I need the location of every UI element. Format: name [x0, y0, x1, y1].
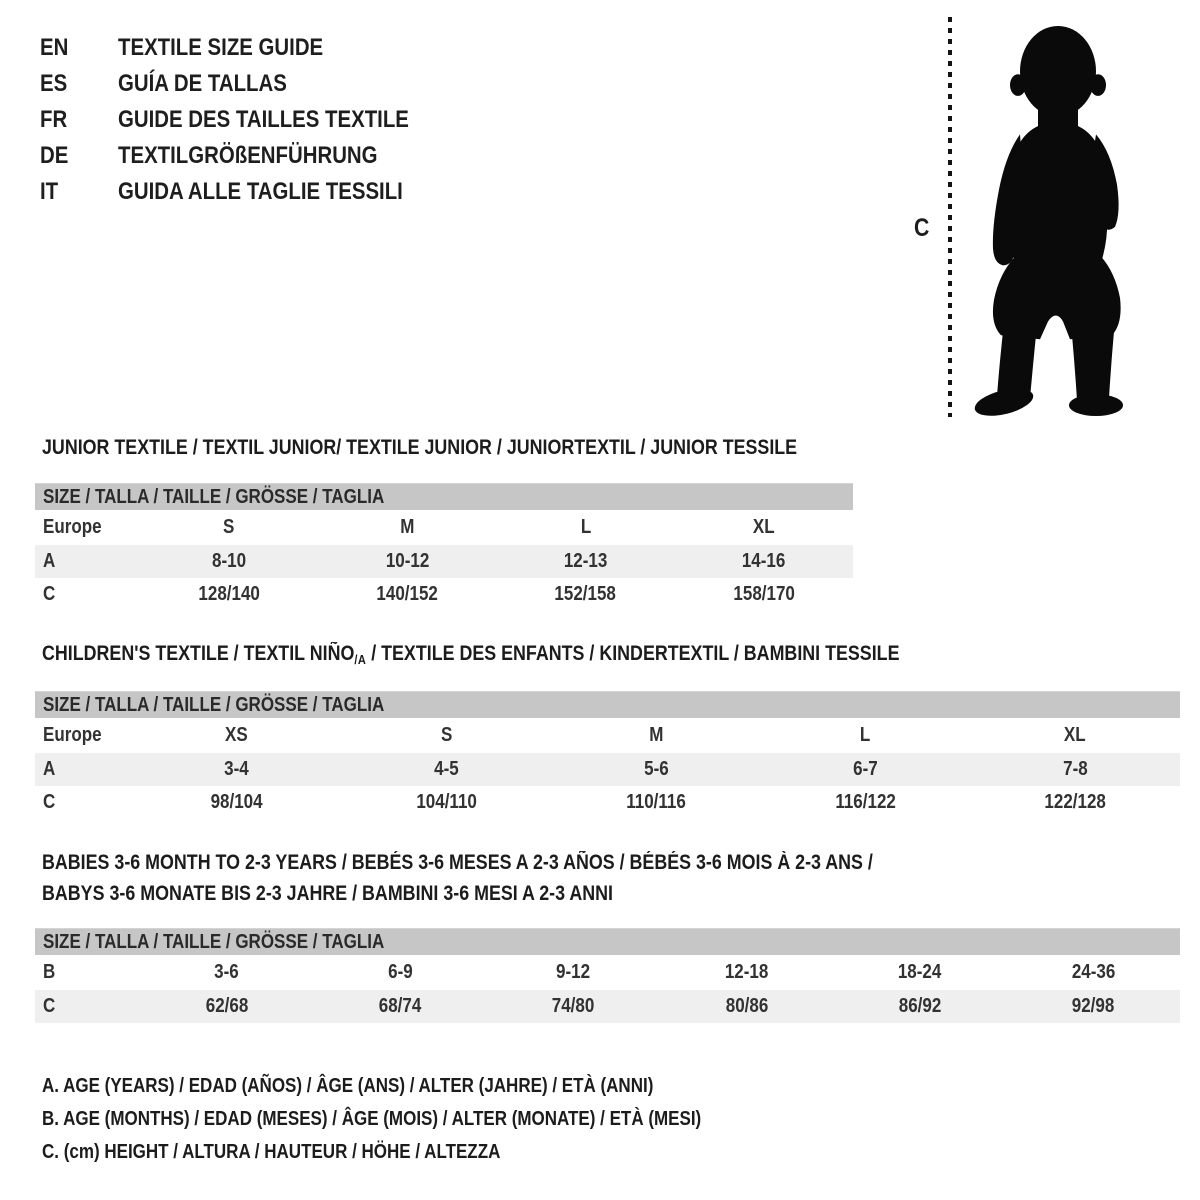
measure-label-c: C — [914, 214, 930, 242]
table-cell: S — [440, 724, 453, 746]
nino-a-subscript: /A — [354, 652, 367, 667]
junior-section-title: JUNIOR TEXTILE / TEXTIL JUNIOR/ TEXTILE JUNIOR / JUNIORTEXTIL / JUNIOR TESSILE — [42, 436, 798, 459]
table-row-height — [35, 990, 1180, 1023]
junior-size-table — [35, 483, 853, 611]
height-measure-line — [948, 17, 952, 417]
table-row-height — [35, 578, 853, 611]
table-cell: 62/68 — [205, 995, 248, 1017]
table-row-age — [35, 753, 1180, 786]
row-label: Europe — [43, 516, 102, 538]
toddler-silhouette-icon — [970, 24, 1140, 418]
language-code: DE — [40, 142, 69, 169]
language-title: GUÍA DE TALLAS — [118, 70, 287, 97]
babies-size-table — [35, 928, 1180, 1023]
table-cell: 98/104 — [210, 791, 263, 813]
table-cell: 140/152 — [376, 583, 439, 605]
table-row-height — [35, 786, 1180, 819]
children-size-table — [35, 691, 1180, 819]
table-cell: L — [580, 516, 591, 538]
table-row-age — [35, 545, 853, 578]
table-cell: 6-7 — [853, 758, 878, 780]
table-cell: 24-36 — [1071, 961, 1116, 983]
table-cell: 74/80 — [552, 995, 595, 1017]
table-cell: 104/110 — [416, 791, 477, 813]
table-cell: 3-6 — [214, 961, 239, 983]
table-cell: L — [860, 724, 871, 746]
size-table-header: SIZE / TALLA / TAILLE / GRÖSSE / TAGLIA — [35, 928, 1180, 955]
row-label: C — [43, 791, 56, 813]
language-title: TEXTILGRÖßENFÜHRUNG — [118, 142, 378, 169]
language-title: GUIDA ALLE TAGLIE TESSILI — [118, 178, 403, 205]
language-code: IT — [40, 178, 59, 205]
table-cell: 14-16 — [742, 550, 786, 572]
language-row-es — [40, 66, 460, 102]
language-row-fr — [40, 102, 460, 138]
legend-line-a: A. AGE (YEARS) / EDAD (AÑOS) / ÂGE (ANS) / ALTER (JAHRE) / ETÀ (ANNI) — [42, 1075, 654, 1097]
language-row-en — [40, 30, 460, 66]
language-row-de — [40, 138, 460, 174]
table-row-europe — [35, 510, 853, 545]
children-section-title: CHILDREN'S TEXTILE / TEXTIL NIÑO/A / TEXTILE DES ENFANTS / KINDERTEXTIL / BAMBINI TESSILE — [42, 642, 900, 667]
row-label: Europe — [43, 724, 102, 746]
table-cell: M — [400, 516, 415, 538]
table-cell: 4-5 — [434, 758, 459, 780]
table-cell: 110/116 — [626, 791, 686, 813]
table-cell: 7-8 — [1062, 758, 1088, 780]
table-cell: 12-18 — [724, 961, 769, 983]
table-row-age-months — [35, 955, 1180, 990]
table-cell: 116/122 — [835, 791, 896, 813]
table-cell: 5-6 — [643, 758, 669, 780]
table-cell: 122/128 — [1044, 791, 1106, 813]
row-label: A — [43, 758, 56, 780]
table-cell: 128/140 — [198, 583, 260, 605]
language-row-it — [40, 174, 460, 210]
size-table-header: SIZE / TALLA / TAILLE / GRÖSSE / TAGLIA — [35, 483, 853, 510]
table-cell: 158/170 — [733, 583, 795, 605]
table-cell: XS — [225, 724, 249, 746]
row-label: A — [43, 550, 56, 572]
legend-line-b: B. AGE (MONTHS) / EDAD (MESES) / ÂGE (MOIS) / ALTER (MONATE) / ETÀ (MESI) — [42, 1108, 702, 1130]
table-row-europe — [35, 718, 1180, 753]
table-cell: 86/92 — [898, 995, 942, 1017]
table-cell: 6-9 — [387, 961, 413, 983]
legend — [42, 1070, 818, 1169]
language-code: FR — [40, 106, 68, 133]
table-cell: S — [223, 516, 235, 538]
language-code: ES — [40, 70, 68, 97]
table-cell: 10-12 — [385, 550, 430, 572]
row-label: C — [43, 583, 56, 605]
legend-line-c: C. (cm) HEIGHT / ALTURA / HAUTEUR / HÖHE / ALTEZZA — [42, 1141, 501, 1163]
babies-section-title — [42, 847, 1020, 909]
language-title: GUIDE DES TAILLES TEXTILE — [118, 106, 409, 133]
row-label: C — [43, 995, 56, 1017]
language-code: EN — [40, 34, 69, 61]
table-cell: 9-12 — [556, 961, 591, 983]
table-cell: XL — [753, 516, 775, 538]
table-cell: 8-10 — [212, 550, 247, 572]
row-label: B — [43, 961, 56, 983]
table-cell: 92/98 — [1072, 995, 1115, 1017]
table-cell: 12-13 — [563, 550, 608, 572]
table-cell: XL — [1064, 724, 1087, 746]
language-title: TEXTILE SIZE GUIDE — [118, 34, 324, 61]
babies-title-line2: BABYS 3-6 MONATE BIS 2-3 JAHRE / BAMBINI 3-6 MESI A 2-3 ANNI — [42, 882, 613, 905]
table-cell: 152/158 — [554, 583, 617, 605]
table-cell: M — [648, 724, 664, 746]
table-cell: 80/86 — [725, 995, 768, 1017]
size-table-header: SIZE / TALLA / TAILLE / GRÖSSE / TAGLIA — [35, 691, 1180, 718]
table-cell: 68/74 — [378, 995, 422, 1017]
language-list — [40, 30, 460, 210]
babies-title-line1: BABIES 3-6 MONTH TO 2-3 YEARS / BEBÉS 3-6 MESES A 2-3 AÑOS / BÉBÉS 3-6 MOIS À 2-3 ANS / — [42, 851, 873, 874]
table-cell: 3-4 — [224, 758, 250, 780]
table-cell: 18-24 — [898, 961, 942, 983]
